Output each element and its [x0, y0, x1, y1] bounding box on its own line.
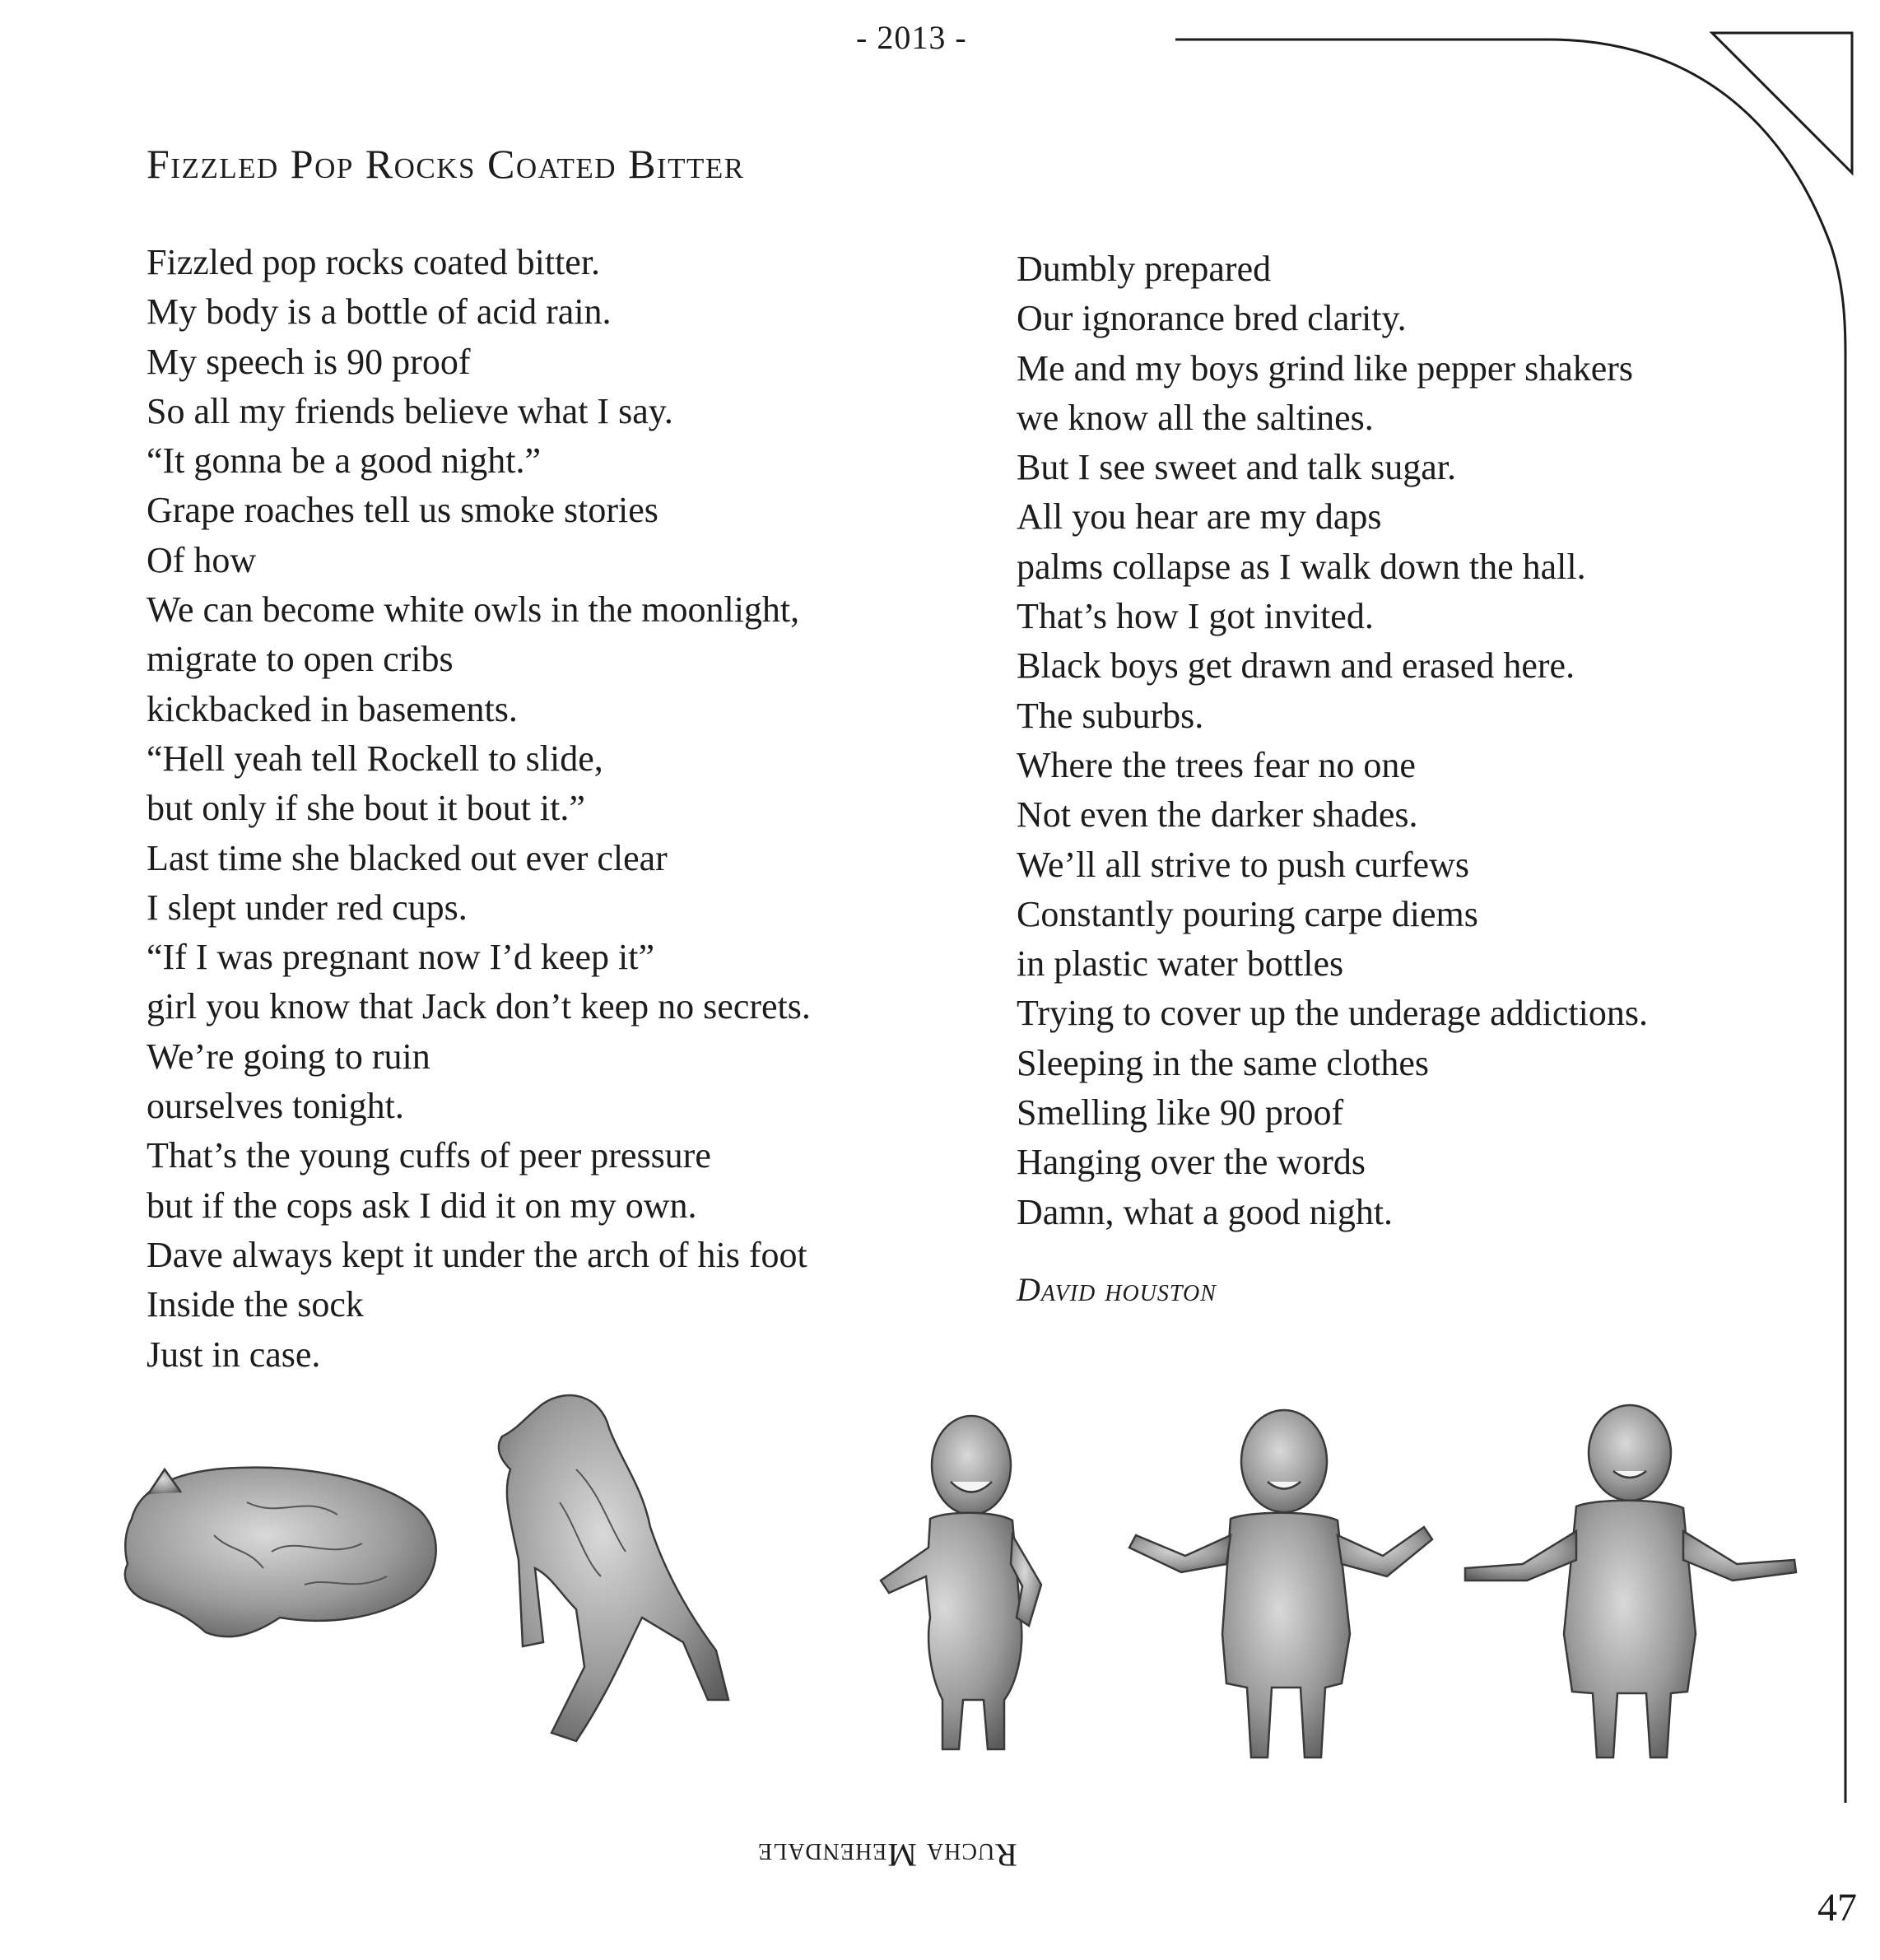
poem-line: My speech is 90 proof: [147, 341, 471, 382]
poem-title: Fizzled Pop Rocks Coated Bitter: [147, 141, 745, 187]
poem-line: Of how: [147, 539, 257, 580]
poem-line: That’s the young cuffs of peer pressure: [147, 1135, 711, 1176]
poem-line: The suburbs.: [1017, 695, 1204, 736]
poem-line: migrate to open cribs: [147, 639, 454, 680]
poem-line: Dave always kept it under the arch of his foot: [147, 1234, 807, 1275]
poem-line: We’ll all strive to push curfews: [1017, 844, 1469, 885]
poem-line: we know all the saltines.: [1017, 397, 1374, 438]
poem-line: Trying to cover up the underage addictions.: [1017, 993, 1648, 1034]
poem-line: So all my friends believe what I say.: [147, 390, 673, 431]
poem-line: Damn, what a good night.: [1017, 1191, 1394, 1232]
poem-line: “If I was pregnant now I’d keep it”: [147, 937, 654, 978]
evolution-illustration: [115, 1371, 1811, 1782]
laughing-man-figure: [881, 1416, 1041, 1749]
poem-line: All you hear are my daps: [1017, 496, 1382, 538]
poem-line: We can become white owls in the moonlight,: [147, 589, 800, 631]
poem-line: “Hell yeah tell Rockell to slide,: [147, 738, 603, 779]
artist-credit: Rucha Mehendale: [757, 1837, 1017, 1874]
poem-right-column: [1017, 244, 1648, 1315]
poem-line: in plastic water bottles: [1017, 943, 1344, 985]
page-number: 47: [1817, 1886, 1857, 1930]
poem-line: Not even the darker shades.: [1017, 794, 1418, 836]
poem-line: We’re going to ruin: [147, 1036, 430, 1077]
suited-man-figure: [1129, 1410, 1432, 1757]
poem-line: I slept under red cups.: [147, 887, 468, 928]
poem-line: Grape roaches tell us smoke stories: [147, 490, 658, 531]
poem-line: But I see sweet and talk sugar.: [1017, 447, 1456, 488]
poem-line: Hanging over the words: [1017, 1142, 1366, 1183]
poem-line: Black boys get drawn and erased here.: [1017, 645, 1575, 687]
poem-line: Constantly pouring carpe diems: [1017, 893, 1478, 934]
poem-line: palms collapse as I walk down the hall.: [1017, 546, 1586, 587]
poem-line: Where the trees fear no one: [1017, 744, 1416, 785]
poem-line: Last time she blacked out ever clear: [147, 837, 668, 878]
poem-line: ourselves tonight.: [147, 1086, 404, 1127]
pig-figure: [125, 1468, 436, 1637]
poem-line: My body is a bottle of acid rain.: [147, 291, 612, 333]
poem-line: That’s how I got invited.: [1017, 596, 1374, 637]
poem-line: Smelling like 90 proof: [1017, 1092, 1344, 1134]
poem-line: Just in case.: [147, 1334, 321, 1375]
poem-line: Sleeping in the same clothes: [1017, 1042, 1429, 1083]
president-figure: [1465, 1405, 1796, 1757]
poem-line: Fizzled pop rocks coated bitter.: [147, 242, 601, 282]
poem-line: Dumbly prepared: [1017, 249, 1272, 289]
poem-line: Inside the sock: [147, 1284, 364, 1325]
poem-author: David houston: [1017, 1270, 1217, 1308]
poem-line: but only if she bout it bout it.”: [147, 788, 585, 829]
poem-left-column: [147, 238, 811, 1380]
poem-line: girl you know that Jack don’t keep no secrets.: [147, 986, 811, 1027]
ape-figure: [499, 1395, 728, 1741]
poem-line: Me and my boys grind like pepper shakers: [1017, 347, 1634, 389]
poem-line: kickbacked in basements.: [147, 688, 518, 729]
poem-line: but if the cops ask I did it on my own.: [147, 1185, 697, 1226]
poem-line: “It gonna be a good night.”: [147, 440, 541, 482]
year-header: - 2013 -: [856, 19, 967, 56]
poem-line: Our ignorance bred clarity.: [1017, 298, 1407, 339]
